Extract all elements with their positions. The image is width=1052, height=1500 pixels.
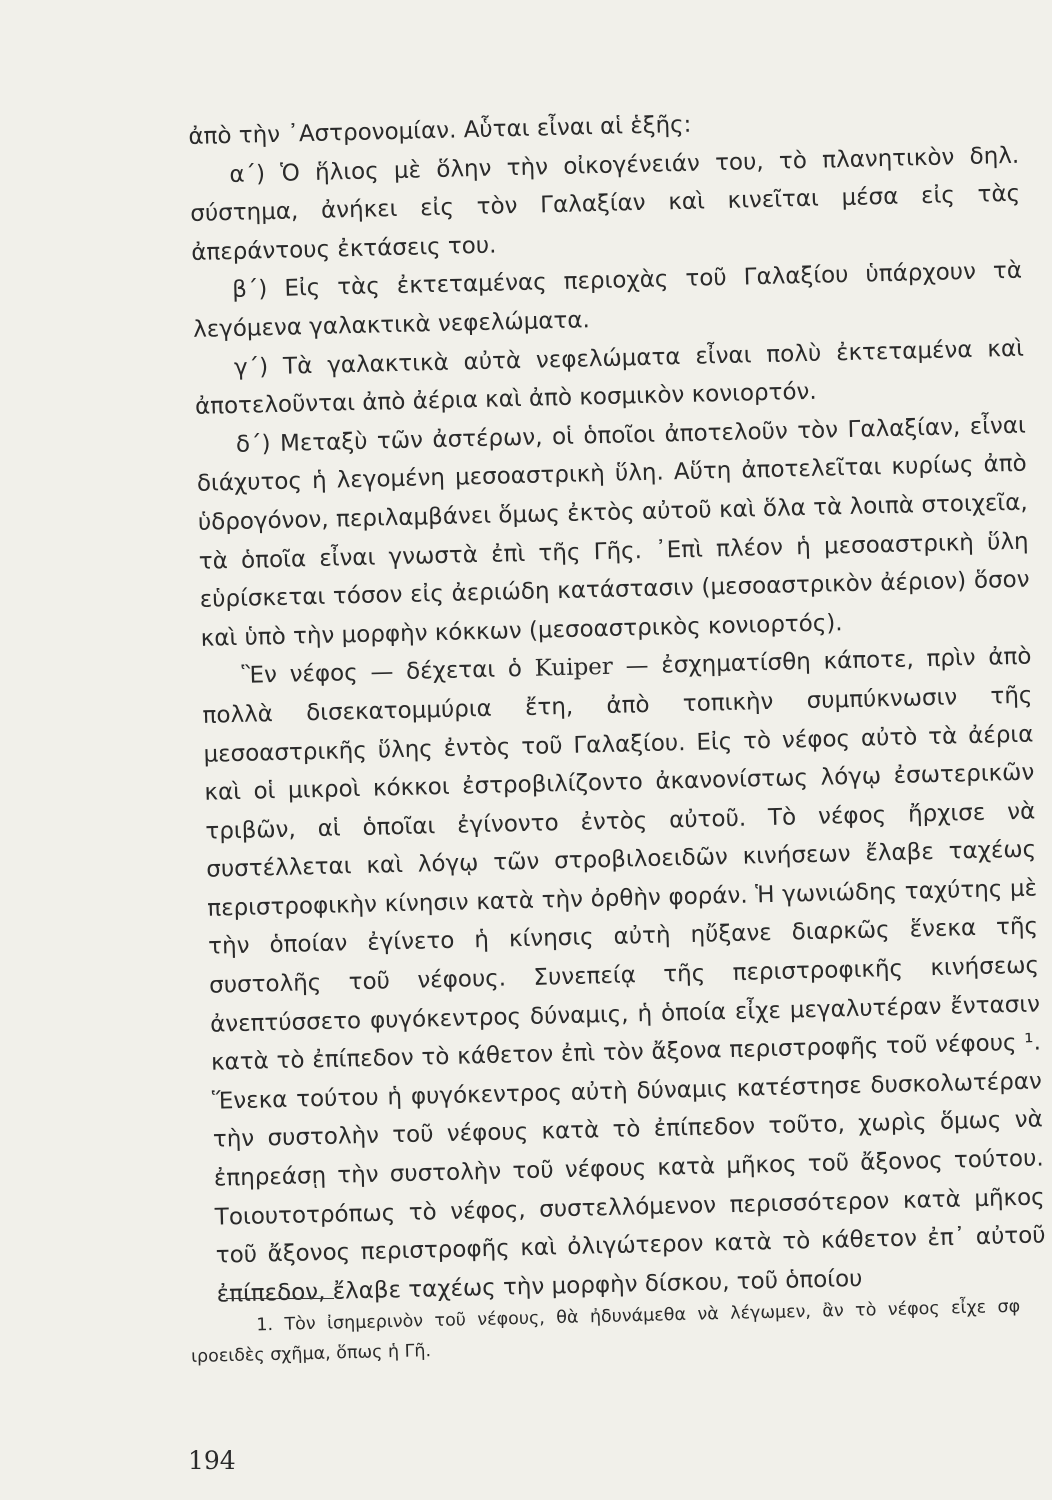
paragraph-kuiper: [201, 638, 1047, 1314]
footnote-divider: [226, 1298, 334, 1299]
paragraph-gamma: γ΄) Τὰ γαλακτικὰ αὐτὰ νεφελώματα εἶναι πολὺ ἐκτεταμένα καὶ ἀποτελοῦνται ἀπὸ ἀέρια καὶ ἀπὸ κοσμικὸν κονιορτόν.: [194, 335, 1025, 421]
paragraph-intro: ἀπὸ τὴν ᾿Αστρονομίαν. Αὗται εἶναι αἱ ἑξῆς:: [188, 111, 692, 150]
kuiper-name: Kuiper: [534, 654, 614, 683]
paragraph-beta: β΄) Εἰς τὰς ἐκτεταμένας περιοχὰς τοῦ Γαλαξίου ὑπάρχουν τὰ λεγόμενα γαλακτικὰ νεφελώματα.: [192, 258, 1023, 343]
kuiper-text-after: — ἐσχηματίσθη κάποτε, πρὶν ἀπὸ πολλὰ δισεκατομμύρια ἔτη, ἀπὸ τοπικὴν συμπύκνωσιν τῆς μεσοαστρικῆς ὕλης ἐντὸς τοῦ Γαλαξίου. Εἰς τὸ νέφος αὐτὸ τὰ ἀέρια καὶ οἱ μικροὶ κόκκοι ἐστροβιλίζοντο ἀκανονίστως λόγῳ ἐσωτερικῶν τριβῶν, αἱ ὁποῖαι ἐγίνοντο ἐντὸς αὐτοῦ. Τὸ νέφος ἤρχισε νὰ συστέλλεται καὶ λόγῳ τῶν στροβιλοειδῶν κινήσεων ἔλαβε ταχέως περιστροφικὴν κίνησιν κατὰ τὴν ὀρθὴν φοράν. Ἡ γωνιώδης ταχύτης μὲ τὴν ὁποίαν ἐγίνετο ἡ κίνησις αὐτὴ ηὔξανε διαρκῶς ἕνεκα τῆς συστολῆς τοῦ νέφους. Συνεπείᾳ τῆς περιστροφικῆς κινήσεως ἀνεπτύσσετο φυγόκεντρος δύναμις, ἡ ὁποία εἶχε μεγαλυτέραν ἔντασιν κατὰ τὸ ἐπίπεδον τὸ κάθετον ἐπὶ τὸν ἄξονα περιστροφῆς τοῦ νέφους ¹. Ἕνεκα τούτου ἡ φυγόκεντρος αὐτὴ δύναμις κατέστησε δυσκολωτέραν τὴν συστολὴν τοῦ νέφους κατὰ τὸ ἐπίπεδον τοῦτο, χωρὶς ὅμως νὰ ἐπηρεάσῃ τὴν συστολὴν τοῦ νέφους κατὰ μῆκος τοῦ ἄξονος τούτου. Τοιουτοτρόπως τὸ νέφος, συστελλόμενον περισσότερον κατὰ μῆκος τοῦ ἄξονος περιστροφῆς καὶ ὀλιγώτερον κατὰ τὸ κάθετον ἐπ᾿ αὐτοῦ ἐπίπεδον, ἔλαβε ταχέως τὴν μορφὴν δίσκου, τοῦ ὁποίου: [202, 643, 1046, 1308]
page-number: 194: [188, 1446, 236, 1475]
paragraph-delta: δ΄) Μεταξὺ τῶν ἀστέρων, οἱ ὁποῖοι ἀποτελοῦν τὸν Γαλαξίαν, εἶναι διάχυτος ἡ λεγομένη μεσοαστρικὴ ὕλη. Αὕτη ἀποτελεῖται κυρίως ἀπὸ ὑδρογόνον, περιλαμβάνει ὅμως ἐκτὸς αὐτοῦ καὶ ὅλα τὰ λοιπὰ στοιχεῖα, τὰ ὁποῖα εἶναι γνωστὰ ἐπὶ τῆς Γῆς. ᾿Επὶ πλέον ἡ μεσοαστρικὴ ὕλη εὑρίσκεται τόσον εἰς ἀεριώδη κατάστασιν (μεσοαστρικὸν ἀέριον) ὅσον καὶ ὑπὸ τὴν μορφὴν κόκκων (μεσοαστρικὸς κονιορτός).: [196, 412, 1030, 652]
paragraph-alpha: α΄) Ὁ ἥλιος μὲ ὅλην τὴν οἰκογένειάν του, τὸ πλανητικὸν δηλ. σύστημα, ἀνήκει εἰς τὸν Γαλαξίαν καὶ κινεῖται μέσα εἰς τὰς ἀπεράντους ἐκτάσεις του.: [190, 142, 1021, 266]
footnote-text: 1. Τὸν ἰσημερινὸν τοῦ νέφους, θὰ ἠδυνάμεθα νὰ λέγωμεν, ἂν τὸ νέφος εἶχε σφ ιροειδὲς σχῆμα, ὅπως ἡ Γῆ.: [190, 1296, 1021, 1367]
kuiper-text-before: Ἓν νέφος — δέχεται ὁ: [241, 656, 536, 690]
body-text: [188, 98, 1047, 1314]
